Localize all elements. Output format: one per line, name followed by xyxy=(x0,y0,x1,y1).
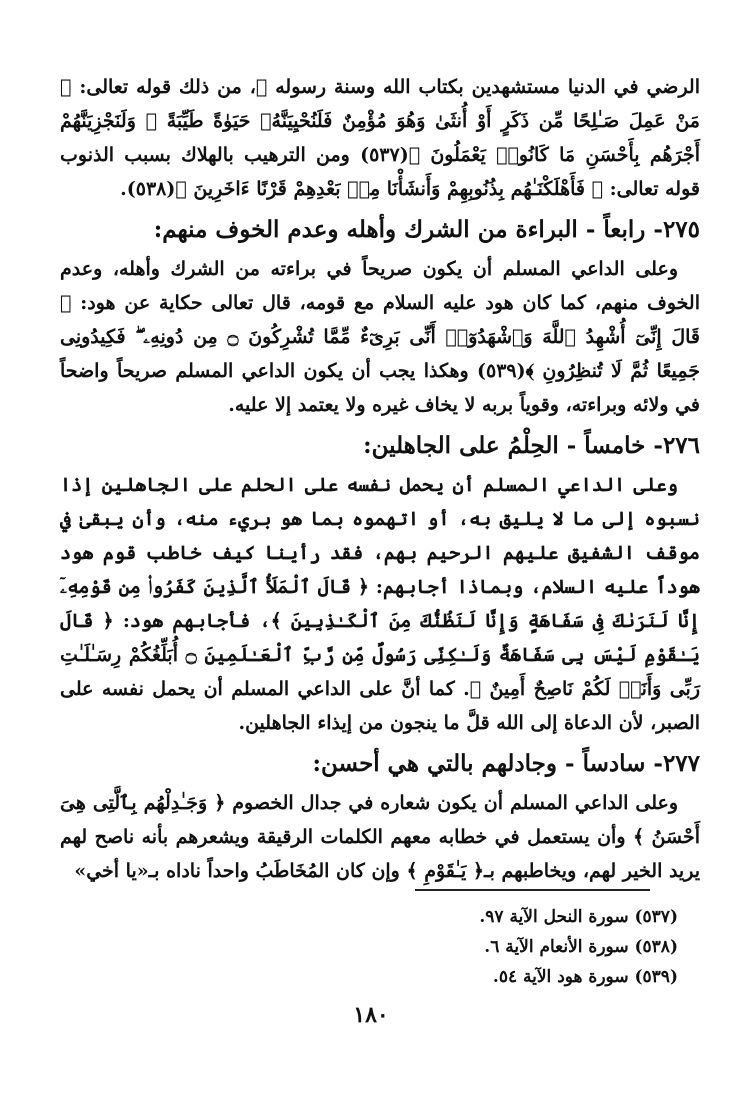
footnote-538: (٥٣٨) سورة الأنعام الآية ٦. xyxy=(484,937,678,957)
paragraph-intro: الرضي في الدنيا مستشهدين بكتاب الله وسنة رسوله ﷺ، من ذلك قوله تعالى: ﴿ مَنْ عَمِلَ صَـٰلِحًا مِّن ذَكَرٍ أَوْ أُنثَىٰ وَهُوَ مُؤْمِنٌ فَلَنُحْيِيَنَّهُۥ حَيَوٰةً طَيِّبَةً ۖ وَلَنَجْزِيَنَّهُمْ أَجْرَهُم بِأَحْسَنِ مَا كَانُوا۟ يَعْمَلُونَ ﴾(٥٣٧) ومن الترهيب بالهلاك بسبب الذنوب قوله تعالى: ﴿ فَأَهْلَكْنَـٰهُم بِذُنُوبِهِمْ وَأَنشَأْنَا مِنۢ بَعْدِهِمْ قَرْنًا ءَاخَرِينَ ﴾(٥٣٨). xyxy=(60,76,700,200)
paragraph-277: وعلى الداعي المسلم أن يكون شعاره في جدال الخصوم ﴿ وَجَـٰدِلْهُم بِٱلَّتِى هِىَ أَحْسَنُ ﴾ وأن يستعمل في خطابه معهم الكلمات الرقيقة ويشعرهم بأنه ناصح لهم يريد الخير لهم، ويخاطبهم بـ﴿ يَـٰقَوْمِ ﴾ وإن كان المُخَاطَبُ واحداً ناداه بـ«يا أخي» xyxy=(60,792,700,882)
page-number: ١٨٠ xyxy=(353,1002,389,1028)
footnote-539: (٥٣٩) سورة هود الآية ٥٤. xyxy=(492,967,678,987)
heading-275: ٢٧٥- رابعاً - البراءة من الشرك وأهله وعدم الخوف منهم: xyxy=(153,216,700,243)
footnote-divider xyxy=(415,889,650,891)
heading-276: ٢٧٦- خامساً - الحِلْمُ على الجاهلين: xyxy=(363,432,700,459)
page-body xyxy=(60,70,700,888)
footnote-537: (٥٣٧) سورة النحل الآية ٩٧. xyxy=(479,907,678,927)
heading-277: ٢٧٧- سادساً - وجادلهم بالتي هي أحسن: xyxy=(312,750,700,777)
footnotes xyxy=(60,902,678,992)
paragraph-275: وعلى الداعي المسلم أن يكون صريحاً في براءته من الشرك وأهله، وعدم الخوف منهم، كما كان هود عليه السلام مع قومه، قال تعالى حكاية عن هود: ﴿ قَالَ إِنِّىٓ أُشْهِدُ ٱللَّهَ وَٱشْهَدُوٓا۟ أَنِّى بَرِىٓءٌ مِّمَّا تُشْرِكُونَ ۝ مِن دُونِهِۦ ۖ فَكِيدُونِى جَمِيعًا ثُمَّ لَا تُنظِرُونِ ﴾(٥٣٩) وهكذا يجب أن يكون الداعي المسلم صريحاً واضحاً في ولائه وبراءته، وقوياً بربه لا يخاف غيره ولا يعتمد إلا عليه. xyxy=(60,258,700,416)
paragraph-276: وعلى الداعي المسلم أن يحمل نفسه على الحلم على الجاهلين إذا نسبوه إلى ما لا يليق به، أو اتهموه بما هو بريء منه، وأن يبقىٰ في موقف الشفيق عليهم الرحيم بهم، فقد رأينا كيف خاطب قوم هود هوداً عليه السلام، وبماذا أجابهم: ﴿ قَالَ ٱلْمَلَأُ ٱلَّذِينَ كَفَرُوا۟ مِن قَوْمِهِۦٓ إِنَّا لَنَرَىٰكَ فِى سَفَاهَةٍ وَإِنَّا لَنَظُنُّكَ مِنَ ٱلْكَـٰذِبِينَ ﴾، فأجابهم هود: ﴿ قَالَ يَـٰقَوْمِ لَيْسَ بِى سَفَاهَةٌ وَلَـٰكِنِّى رَسُولٌ مِّن رَّبِّ ٱلْعَـٰلَمِينَ ۝ أُبَلِّغُكُمْ رِسَـٰلَـٰتِ رَبِّى وَأَنَا۠ لَكُمْ نَاصِحٌ أَمِينٌ ﴾. كما أنَّ على الداعي المسلم أن يحمل نفسه على الصبر، لأن الدعاة إلى الله قلَّ ما ينجون من إيذاء الجاهلين. xyxy=(60,474,701,734)
